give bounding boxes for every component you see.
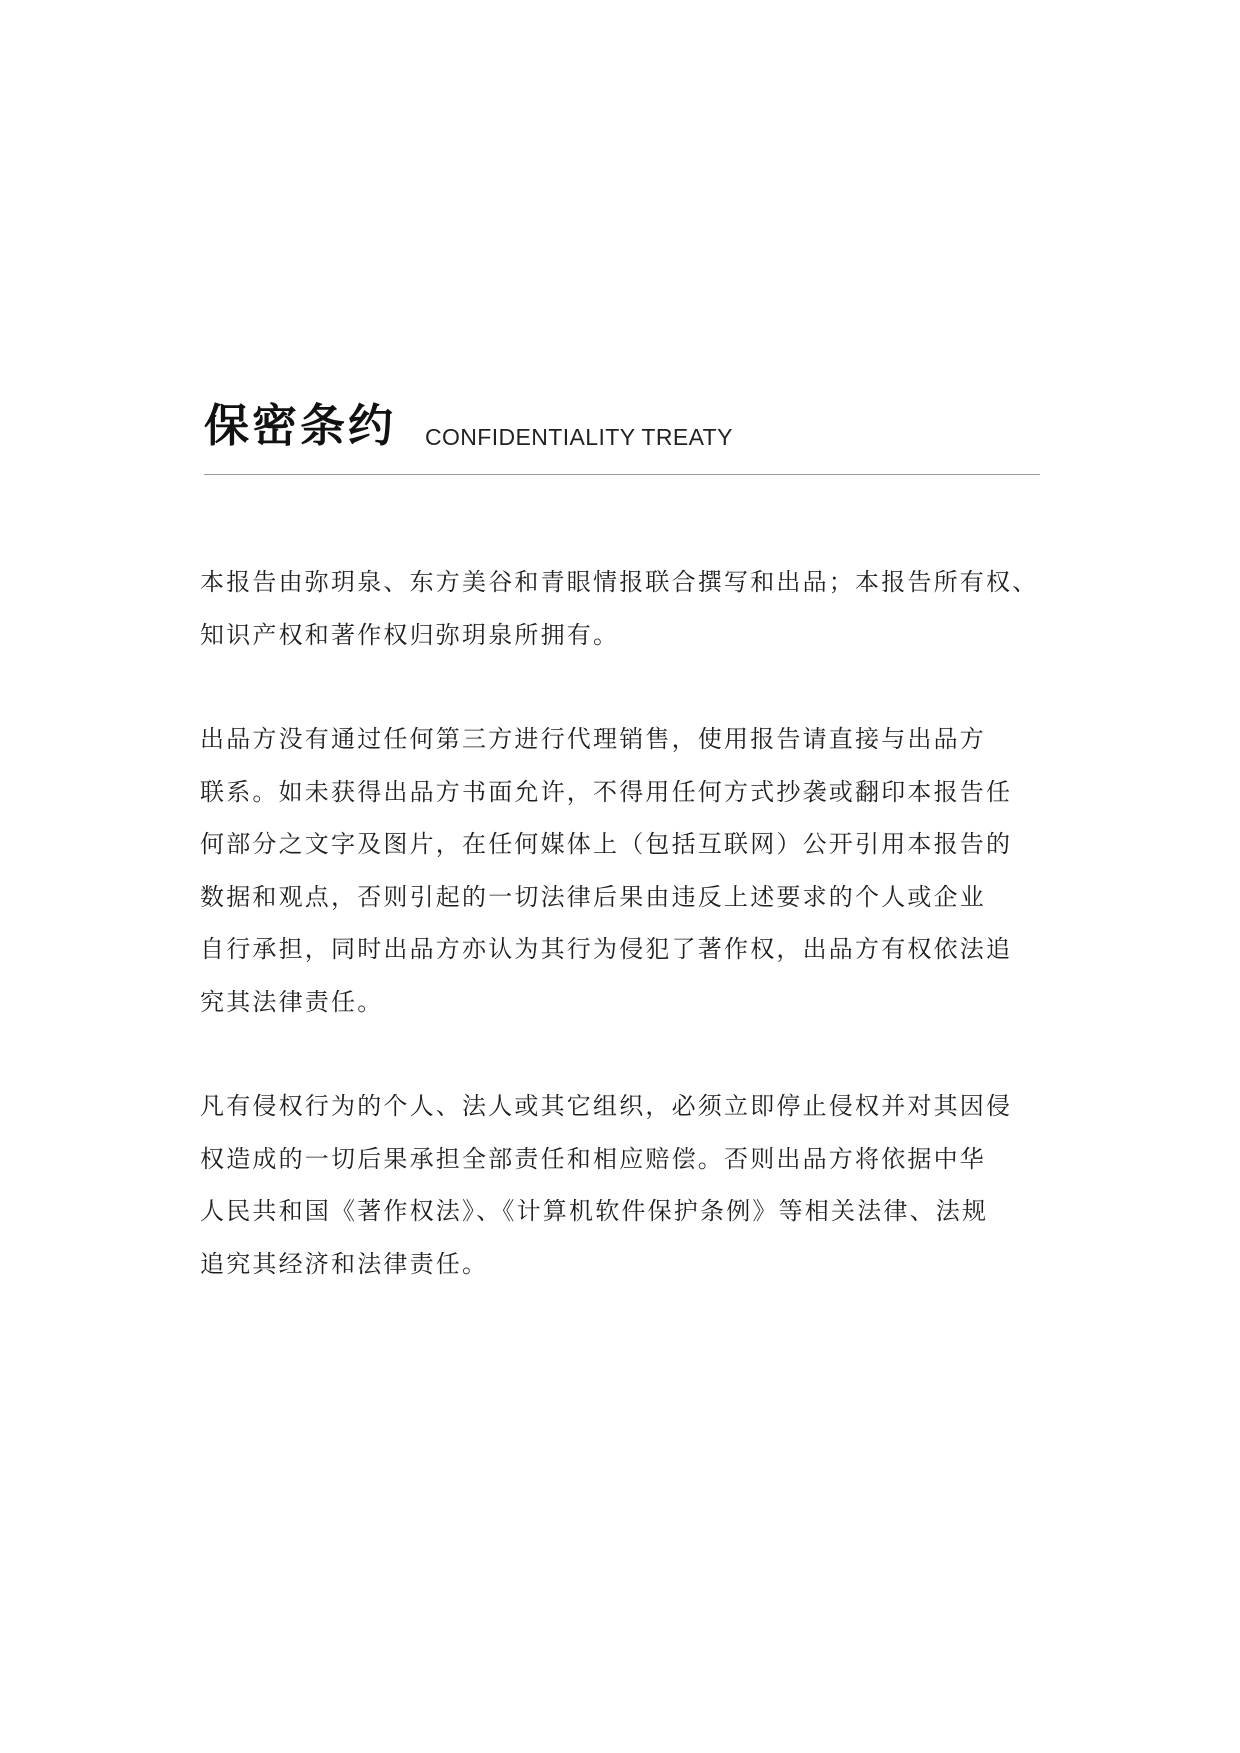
header-divider — [204, 474, 1040, 475]
paragraph-distribution — [200, 713, 1042, 1028]
text-line: 人民共和国《著作权法》、《计算机软件保护条例》等相关法律、法规 — [200, 1197, 989, 1225]
text-line: 凡有侵权行为的个人、法人或其它组织，必须立即停止侵权并对其因侵 — [200, 1092, 1013, 1120]
text-line: 追究其经济和法律责任。 — [200, 1249, 489, 1278]
text-line: 数据和观点，否则引起的一切法律后果由违反上述要求的个人或企业 — [200, 882, 986, 911]
text-line: 何部分之文字及图片，在任何媒体上（包括互联网）公开引用本报告的 — [200, 830, 1013, 858]
text-line: 本报告由弥玥泉、东方美谷和青眼情报联合撰写和出品；本报告所有权、 — [200, 568, 1039, 596]
text-line: 究其法律责任。 — [200, 987, 384, 1016]
page-header — [204, 396, 1040, 476]
text-line: 权造成的一切后果承担全部责任和相应赔偿。否则出品方将依据中华 — [200, 1144, 986, 1173]
title-english: CONFIDENTIALITY TREATY — [425, 424, 733, 450]
title-chinese: 保密条约 — [204, 399, 397, 452]
paragraph-infringement — [200, 1080, 1042, 1290]
treaty-body — [200, 556, 1042, 1342]
text-line: 自行承担，同时出品方亦认为其行为侵犯了著作权，出品方有权依法追 — [200, 935, 1013, 963]
paragraph-ownership — [200, 556, 1042, 661]
text-line: 联系。如未获得出品方书面允许，不得用任何方式抄袭或翻印本报告任 — [200, 777, 1013, 806]
text-line: 出品方没有通过任何第三方进行代理销售，使用报告请直接与出品方 — [200, 725, 986, 753]
text-line: 知识产权和著作权归弥玥泉所拥有。 — [200, 620, 620, 649]
